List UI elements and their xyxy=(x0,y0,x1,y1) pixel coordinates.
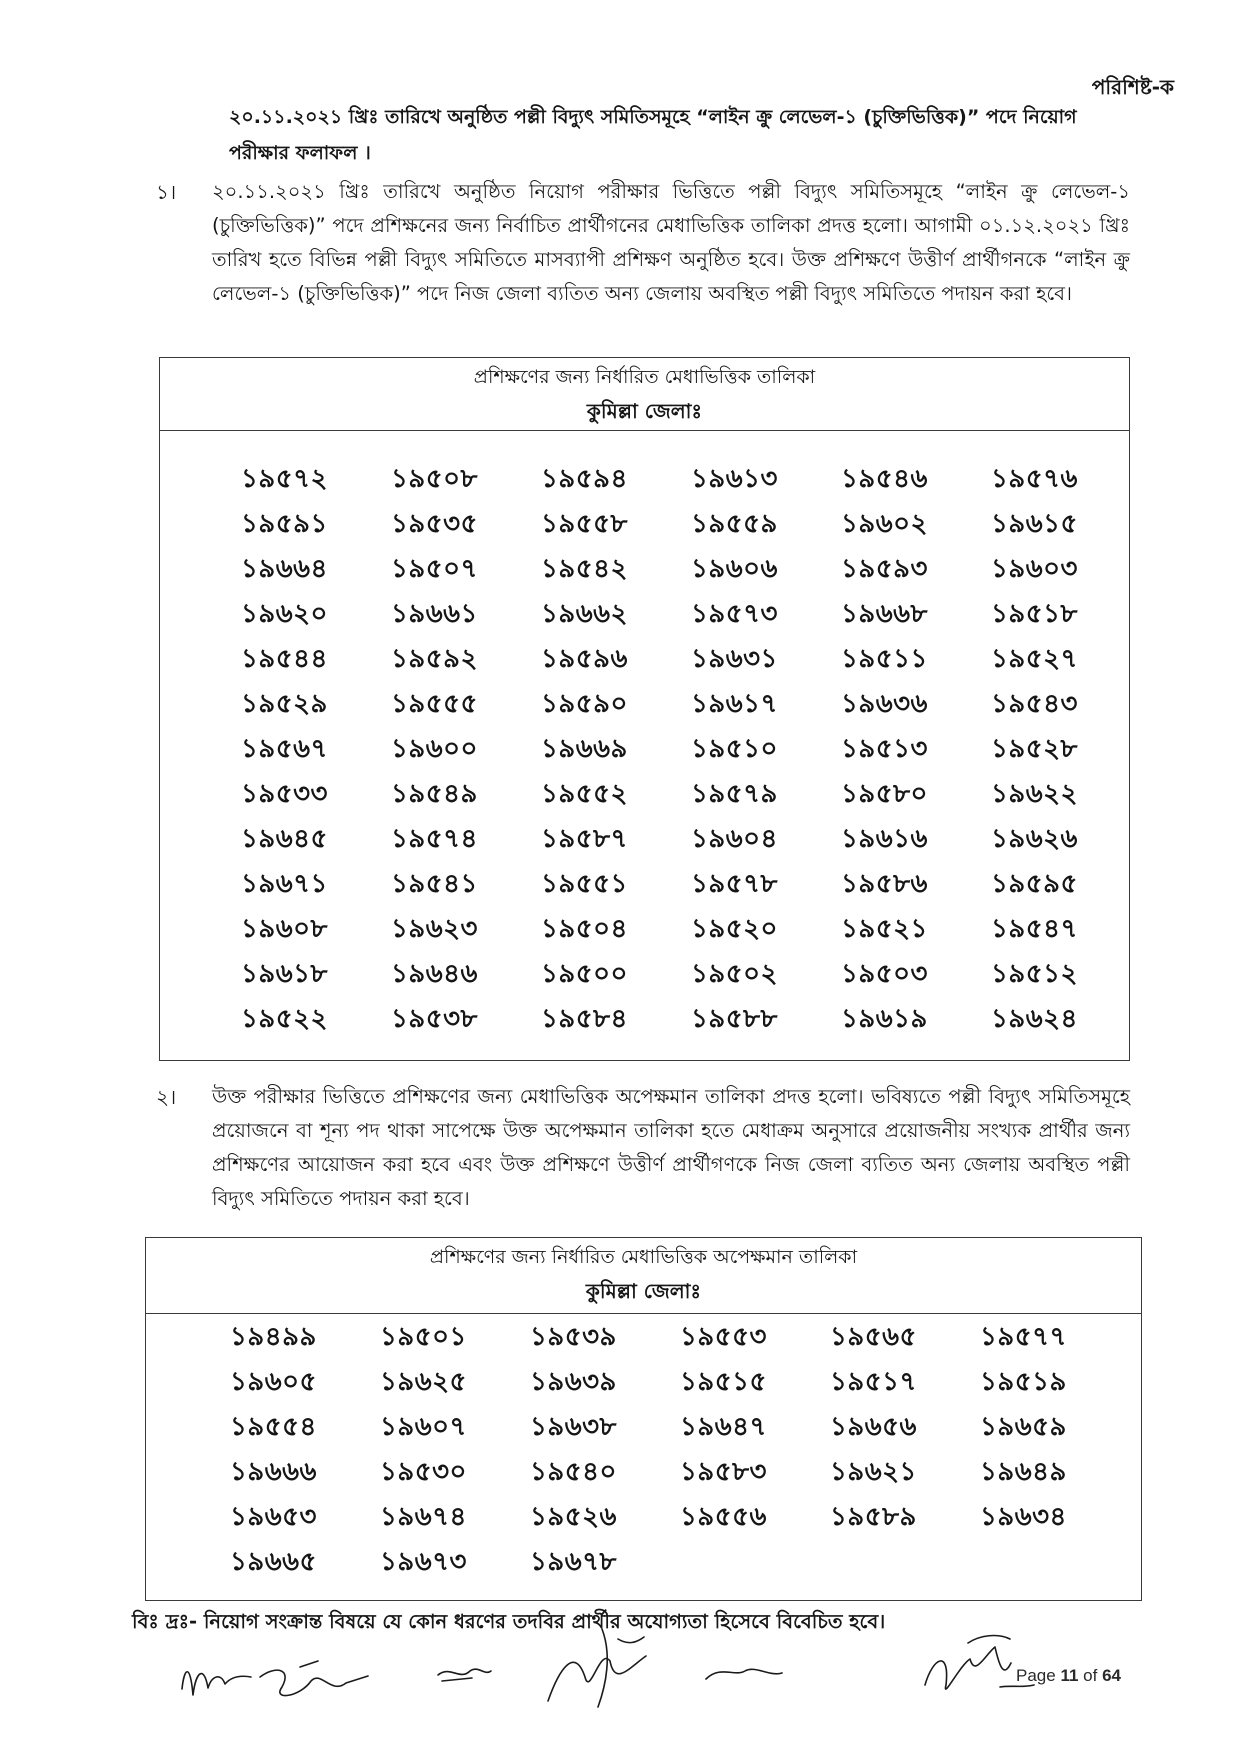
roll-number: ১৯৬০৩ xyxy=(991,554,1078,584)
roll-number: ১৯৫৭৯ xyxy=(691,779,778,809)
roll-number: ১৯৫১১ xyxy=(841,644,928,674)
roll-number: ১৯৫০৭ xyxy=(391,554,478,584)
roll-number: ১৯৬২৪ xyxy=(991,1004,1078,1034)
roll-number: ১৯৫৮০ xyxy=(841,779,928,809)
roll-number: ১৯৫০৩ xyxy=(841,959,928,989)
table-row xyxy=(230,1360,1116,1405)
footnote: বিঃ দ্রঃ- নিয়োগ সংক্রান্ত বিষয়ে যে কোন ধরণের তদবির প্রার্থীর অযোগ্যতা হিসেবে বিবেচিত হবে। xyxy=(132,1610,886,1633)
roll-number: ১৯৫৭৮ xyxy=(691,869,778,899)
roll-number: ১৯৫৪৩ xyxy=(991,689,1078,719)
roll-number: ১৯৬৫৬ xyxy=(830,1412,917,1442)
roll-number: ১৯৫২৯ xyxy=(241,689,328,719)
table-row xyxy=(241,547,1127,592)
roll-number: ১৯৫০২ xyxy=(691,959,778,989)
table-row xyxy=(230,1495,1116,1540)
roll-number: ১৯৬৩৮ xyxy=(530,1412,617,1442)
roll-number: ১৯৬০৪ xyxy=(691,824,778,854)
roll-number: ১৯৬৪৫ xyxy=(241,824,328,854)
roll-number: ১৯৬১৩ xyxy=(691,464,778,494)
waiting-list-title: প্রশিক্ষণের জন্য নির্ধারিত মেধাভিত্তিক অপেক্ষমান তালিকা xyxy=(429,1246,858,1268)
roll-number: ১৯৫০০ xyxy=(541,959,628,989)
roll-number: ১৯৬০৮ xyxy=(241,914,328,944)
roll-number: ১৯৫১০ xyxy=(691,734,778,764)
roll-number: ১৯৫৫৬ xyxy=(680,1502,767,1532)
roll-number: ১৯৫৩৫ xyxy=(391,509,478,539)
roll-number: ১৯৬৭৪ xyxy=(380,1502,467,1532)
roll-number: ১৯৫৮৭ xyxy=(541,824,628,854)
roll-number: ১৯৬৪৯ xyxy=(980,1457,1067,1487)
roll-number: ১৯৫৯২ xyxy=(391,644,478,674)
roll-number: ১৯৫৪৭ xyxy=(991,914,1078,944)
signature xyxy=(182,1672,251,1695)
roll-number: ১৯৬৬১ xyxy=(391,599,478,629)
roll-number: ১৯৬২২ xyxy=(991,779,1078,809)
roll-number: ১৯৫৮৮ xyxy=(691,1004,778,1034)
roll-number: ১৯৫০৮ xyxy=(391,464,478,494)
roll-number: ১৯৬৭৮ xyxy=(530,1547,617,1577)
roll-number: ১৯৬১৬ xyxy=(841,824,928,854)
roll-number: ১৯৫৪১ xyxy=(391,869,478,899)
section-2-paragraph: উক্ত পরীক্ষার ভিত্তিতে প্রশিক্ষণের জন্য মেধাভিত্তিক অপেক্ষমান তালিকা প্রদত্ত হলো। ভবিষ্যতে পল্লী বিদ্যুৎ সমিতিসমূহে প্রয়োজনে বা শূন্য পদ থাকা সাপেক্ষে উক্ত অপেক্ষমান তালিকা হতে মেধাক্রম অনুসারে প্রয়োজনীয় সংখ্যক প্রার্থীর জন্য প্রশিক্ষণের আয়োজন করা হবে এবং উক্ত প্রশিক্ষণে উত্তীর্ণ প্রার্থীগণকে নিজ জেলা ব্যতিত অন্য জেলায় অবস্থিত পল্লী বিদ্যুৎ সমিতিতে পদায়ন করা হবে। xyxy=(212,1085,1130,1210)
roll-number: ১৯৫৩০ xyxy=(380,1457,467,1487)
table-row xyxy=(241,502,1127,547)
roll-number: ১৯৬৬৫ xyxy=(230,1547,317,1577)
signature xyxy=(260,1661,368,1696)
roll-number: ১৯৬২১ xyxy=(830,1457,917,1487)
roll-number: ১৯৬৩১ xyxy=(691,644,778,674)
current-page: 11 xyxy=(1060,1666,1079,1685)
roll-number: ১৯৫৪২ xyxy=(541,554,628,584)
roll-number: ১৯৬৪৬ xyxy=(391,959,478,989)
roll-number: ১৯৫৯০ xyxy=(541,689,628,719)
roll-number: ১৯৬২৩ xyxy=(391,914,478,944)
roll-number: ১৯৫৭২ xyxy=(241,464,328,494)
roll-number: ১৯৫১৩ xyxy=(841,734,928,764)
roll-number: ১৯৬৩৯ xyxy=(530,1367,617,1397)
roll-number: ১৯৬৭১ xyxy=(241,869,328,899)
signature xyxy=(706,1669,782,1679)
roll-number: ১৯৫৫৮ xyxy=(541,509,628,539)
roll-number: ১৯৫২০ xyxy=(691,914,778,944)
total-pages: 64 xyxy=(1102,1666,1121,1685)
roll-number: ১৯৬১৮ xyxy=(241,959,328,989)
roll-number: ১৯৫১৭ xyxy=(830,1367,917,1397)
roll-number: ১৯৫৯৫ xyxy=(991,869,1078,899)
roll-number: ১৯৬৪৭ xyxy=(680,1412,767,1442)
table-row xyxy=(230,1405,1116,1450)
roll-number: ১৯৬১৯ xyxy=(841,1004,928,1034)
roll-number: ১৯৬২৬ xyxy=(991,824,1078,854)
table-row xyxy=(241,772,1127,817)
signature xyxy=(438,1669,491,1681)
roll-number: ১৯৫৪০ xyxy=(530,1457,617,1487)
roll-number: ১৯৫৬৭ xyxy=(241,734,328,764)
roll-number: ১৯৫২৬ xyxy=(530,1502,617,1532)
table-row xyxy=(241,997,1127,1042)
roll-number: ১৯৬৬৬ xyxy=(230,1457,317,1487)
roll-number: ১৯৫১৫ xyxy=(680,1367,767,1397)
roll-number: ১৯৬৩৬ xyxy=(841,689,928,719)
roll-number: ১৯৬১৭ xyxy=(691,689,778,719)
roll-number: ১৯৫৫৫ xyxy=(391,689,478,719)
roll-number: ১৯৬০৫ xyxy=(230,1367,317,1397)
table-row xyxy=(241,817,1127,862)
roll-number: ১৯৬০০ xyxy=(391,734,478,764)
roll-number: ১৯৫৭৩ xyxy=(691,599,778,629)
roll-number: ১৯৬০২ xyxy=(841,509,928,539)
roll-number: ১৯৬৩৪ xyxy=(980,1502,1067,1532)
waiting-list-box xyxy=(145,1237,1142,1601)
table-row xyxy=(241,862,1127,907)
appendix-label: পরিশিষ্ট-ক xyxy=(1091,75,1174,99)
merit-list-roll-grid xyxy=(160,457,1127,1042)
roll-number: ১৯৫৬৫ xyxy=(830,1322,917,1352)
roll-number: ১৯৫৪৯ xyxy=(391,779,478,809)
roll-number: ১৯৫৭৬ xyxy=(991,464,1078,494)
roll-number: ১৯৫৫২ xyxy=(541,779,628,809)
roll-number: ১৯৫৯১ xyxy=(241,509,328,539)
roll-number: ১৯৫৮৩ xyxy=(680,1457,767,1487)
roll-number: ১৯৫২৭ xyxy=(991,644,1078,674)
merit-list-header xyxy=(160,358,1129,431)
roll-number: ১৯৬৬৯ xyxy=(541,734,628,764)
merit-list-district: কুমিল্লা জেলাঃ xyxy=(586,399,703,423)
roll-number: ১৯৫৭৪ xyxy=(391,824,478,854)
roll-number: ১৯৫৮৬ xyxy=(841,869,928,899)
roll-number: ১৯৬০৭ xyxy=(380,1412,467,1442)
waiting-list-roll-grid xyxy=(146,1315,1116,1585)
roll-number: ১৯৫২২ xyxy=(241,1004,328,1034)
roll-number: ১৯৫৯৪ xyxy=(541,464,628,494)
roll-number: ১৯৫২৮ xyxy=(991,734,1078,764)
roll-number: ১৯৫৫৩ xyxy=(680,1322,767,1352)
section-2-number: ২। xyxy=(156,1085,177,1109)
section-1-number: ১। xyxy=(156,180,177,204)
roll-number: ১৯৫৪৪ xyxy=(241,644,328,674)
table-row xyxy=(241,952,1127,997)
roll-number: ১৯৫৩৩ xyxy=(241,779,328,809)
roll-number: ১৯৫০৪ xyxy=(541,914,628,944)
table-row xyxy=(230,1540,1116,1585)
table-row xyxy=(241,592,1127,637)
roll-number: ১৯৬৭৩ xyxy=(380,1547,467,1577)
roll-number: ১৯৫২১ xyxy=(841,914,928,944)
roll-number: ১৯৫৫৯ xyxy=(691,509,778,539)
table-row xyxy=(241,907,1127,952)
of-word: of xyxy=(1083,1666,1098,1685)
roll-number: ১৯৫৭৭ xyxy=(980,1322,1067,1352)
table-row xyxy=(241,457,1127,502)
table-row xyxy=(241,682,1127,727)
roll-number: ১৯৫৮৯ xyxy=(830,1502,917,1532)
merit-list-title: প্রশিক্ষণের জন্য নির্ধারিত মেধাভিত্তিক তালিকা xyxy=(473,366,816,388)
roll-number: ১৯৪৯৯ xyxy=(230,1322,317,1352)
section-1-paragraph: ২০.১১.২০২১ খ্রিঃ তারিখে অনুষ্ঠিত নিয়োগ পরীক্ষার ভিত্তিতে পল্লী বিদ্যুৎ সমিতিসমূহে “লাইন ক্রু লেভেল-১ (চুক্তিভিত্তিক)” পদে প্রশিক্ষনের জন্য নির্বাচিত প্রার্থীগনের মেধাভিত্তিক তালিকা প্রদত্ত হলো। আগামী ০১.১২.২০২১ খ্রিঃ তারিখ হতে বিভিন্ন পল্লী বিদ্যুৎ সমিতিতে মাসব্যাপী প্রশিক্ষণ অনুষ্ঠিত হবে। উক্ত প্রশিক্ষণে উত্তীর্ণ প্রার্থীগনকে “লাইন ক্রু লেভেল-১ (চুক্তিভিত্তিক)” পদে নিজ জেলা ব্যতিত অন্য জেলায় অবস্থিত পল্লী বিদ্যুৎ সমিতিতে পদায়ন করা হবে। xyxy=(212,180,1130,305)
roll-number: ১৯৫৫১ xyxy=(541,869,628,899)
roll-number: ১৯৫৯৩ xyxy=(841,554,928,584)
roll-number: ১৯৬৬২ xyxy=(541,599,628,629)
roll-number: ১৯৫৩৯ xyxy=(530,1322,617,1352)
roll-number: ১৯৬২০ xyxy=(241,599,328,629)
roll-number: ১৯৬৫৯ xyxy=(980,1412,1067,1442)
roll-number: ১৯৫১৮ xyxy=(991,599,1078,629)
roll-number: ১৯৬০৬ xyxy=(691,554,778,584)
roll-number: ১৯৬২৫ xyxy=(380,1367,467,1397)
roll-number: ১৯৫১২ xyxy=(991,959,1078,989)
table-row xyxy=(241,727,1127,772)
page-word: Page xyxy=(1016,1666,1056,1685)
roll-number: ১৯৫৩৮ xyxy=(391,1004,478,1034)
page-number xyxy=(1016,1664,1121,1688)
document-title: ২০.১১.২০২১ খ্রিঃ তারিখে অনুষ্ঠিত পল্লী বিদ্যুৎ সমিতিসমূহে “লাইন ক্রু লেভেল-১ (চুক্তিভিত্তিক)” পদে নিয়োগ পরীক্ষার ফলাফল । xyxy=(229,106,1077,164)
roll-number: ১৯৫৮৪ xyxy=(541,1004,628,1034)
waiting-list-district: কুমিল্লা জেলাঃ xyxy=(585,1279,702,1303)
roll-number: ১৯৫১৯ xyxy=(980,1367,1067,1397)
waiting-list-header xyxy=(146,1238,1141,1314)
roll-number: ১৯৬১৫ xyxy=(991,509,1078,539)
table-row xyxy=(230,1315,1116,1360)
merit-list-box xyxy=(159,357,1130,1061)
roll-number: ১৯৫৫৪ xyxy=(230,1412,317,1442)
roll-number: ১৯৬৬৮ xyxy=(841,599,928,629)
roll-number: ১৯৬৬৪ xyxy=(241,554,328,584)
signature xyxy=(548,1629,646,1707)
table-row xyxy=(230,1450,1116,1495)
roll-number: ১৯৫০১ xyxy=(380,1322,467,1352)
roll-number: ১৯৬৫৩ xyxy=(230,1502,317,1532)
roll-number: ১৯৫৪৬ xyxy=(841,464,928,494)
table-row xyxy=(241,637,1127,682)
roll-number: ১৯৫৯৬ xyxy=(541,644,628,674)
